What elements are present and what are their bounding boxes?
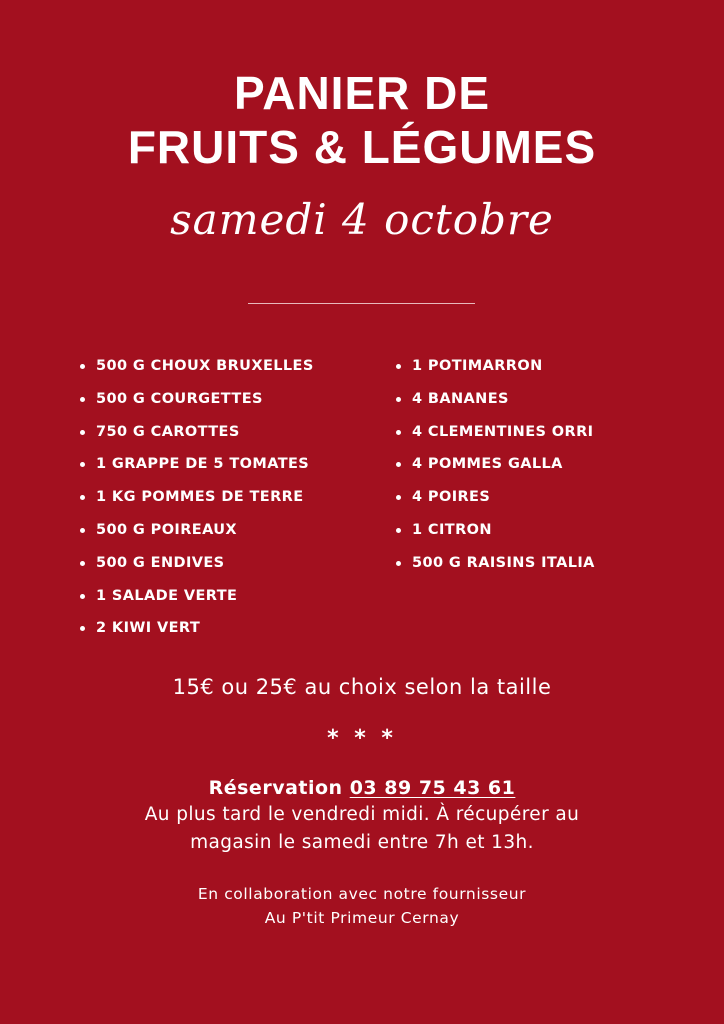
reservation-label: Réservation — [208, 777, 343, 799]
list-item: 4 BANANES — [396, 385, 595, 418]
list-item: 1 KG POMMES DE TERRE — [80, 483, 314, 516]
separator-stars: * * * — [327, 726, 397, 751]
pickup-line-1: Au plus tard le vendredi midi. À récupérer au — [144, 804, 580, 825]
price-info: 15€ ou 25€ au choix selon la taille — [172, 675, 552, 699]
reservation-line — [0, 774, 724, 802]
pickup-line-2: magasin le samedi entre 7h et 13h. — [190, 832, 534, 853]
pickup-info — [0, 801, 724, 857]
list-item: 1 CITRON — [396, 516, 595, 549]
title-line-2: FRUITS & LÉGUMES — [127, 121, 597, 173]
list-item: 750 G CAROTTES — [80, 418, 314, 451]
divider — [248, 303, 475, 304]
vegetables-list — [80, 352, 314, 647]
list-item: 2 KIWI VERT — [80, 614, 314, 647]
fruits-list — [396, 352, 595, 582]
list-item: 4 CLEMENTINES ORRI — [396, 418, 595, 451]
list-item: 500 G CHOUX BRUXELLES — [80, 352, 314, 385]
phone-link[interactable]: 03 89 75 43 61 — [349, 777, 516, 799]
list-item: 500 G POIREAUX — [80, 516, 314, 549]
list-item: 4 POIRES — [396, 483, 595, 516]
collab-line-1: En collaboration avec notre fournisseur — [197, 885, 527, 903]
page-title — [0, 66, 724, 174]
list-item: 4 POMMES GALLA — [396, 450, 595, 483]
list-item: 500 G ENDIVES — [80, 549, 314, 582]
event-date: samedi 4 octobre — [170, 195, 554, 244]
list-item: 500 G RAISINS ITALIA — [396, 549, 595, 582]
list-item: 500 G COURGETTES — [80, 385, 314, 418]
title-line-1: PANIER DE — [233, 67, 491, 119]
collaboration-info — [0, 882, 724, 930]
collab-line-2: Au P'tit Primeur Cernay — [264, 909, 460, 927]
list-item: 1 GRAPPE DE 5 TOMATES — [80, 450, 314, 483]
list-item: 1 POTIMARRON — [396, 352, 595, 385]
list-item: 1 SALADE VERTE — [80, 582, 314, 615]
